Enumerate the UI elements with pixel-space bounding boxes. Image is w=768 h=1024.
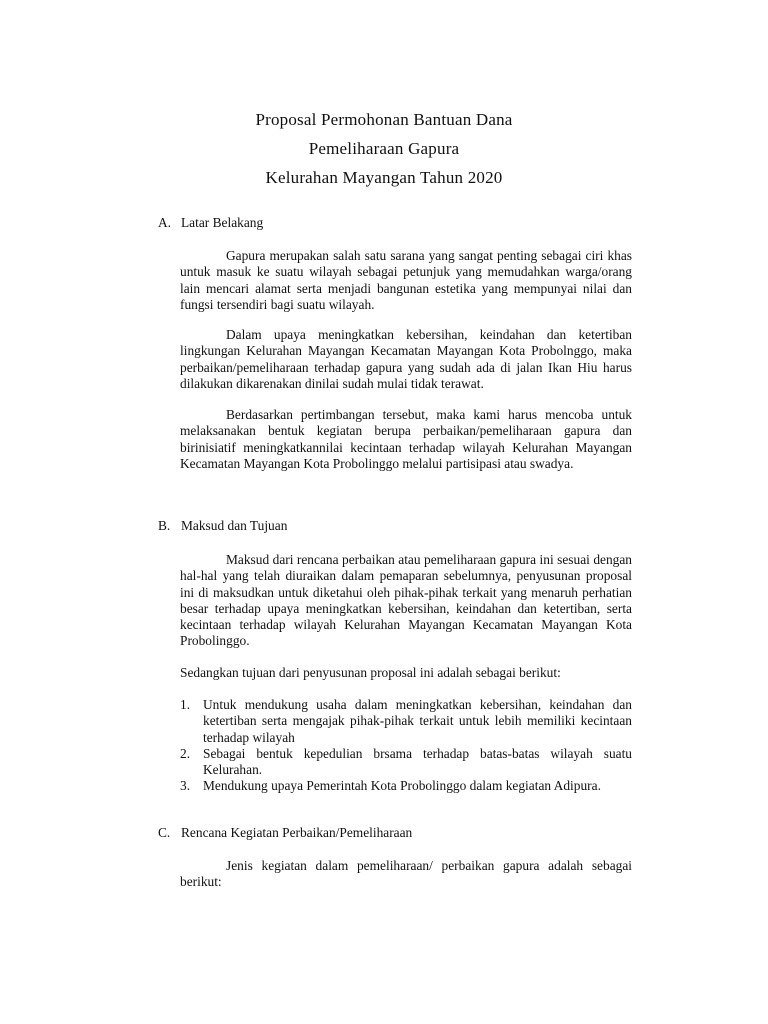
list-item-text: Mendukung upaya Pemerintah Kota Probolinggo dalam kegiatan Adipura. [203, 778, 601, 794]
section-letter-c: C. [158, 825, 171, 840]
section-letter-b: B. [158, 518, 171, 533]
objectives-list [180, 697, 632, 795]
section-heading-a [158, 215, 263, 231]
section-heading-b [158, 518, 287, 534]
document-title-line-2: Pemeliharaan Gapura [308, 139, 460, 158]
section-heading-c [158, 825, 412, 841]
list-number: 3. [180, 778, 191, 794]
paragraph: Sedangkan tujuan dari penyusunan proposal ini adalah sebagai berikut: [180, 665, 561, 680]
list-item-text: Untuk mendukung usaha dalam meningkatkan kebersihan, keindahan dan ketertiban serta mengajak pihak-pihak terkait untuk lebih memiliki kecintaan terhadap wilayah [203, 697, 632, 745]
list-item [180, 697, 632, 746]
list-item [180, 778, 632, 794]
section-title-a: Latar Belakang [181, 215, 264, 230]
section-title-c: Rencana Kegiatan Perbaikan/Pemeliharaan [181, 825, 413, 840]
paragraph: Gapura merupakan salah satu sarana yang sangat penting sebagai ciri khas untuk masuk ke suatu wilayah sebagai petunjuk yang memudahkan warga/orang lain mencari alamat serta menjadi bangunan estetika yang mempunyai nilai dan fungsi tersendiri bagi suatu wilayah. [180, 248, 632, 312]
document-title-line-3: Kelurahan Mayangan Tahun 2020 [265, 168, 503, 187]
list-item [180, 746, 632, 779]
list-number: 2. [180, 745, 191, 761]
section-letter-a: A. [158, 215, 172, 230]
list-number: 1. [180, 697, 191, 712]
section-title-b: Maksud dan Tujuan [181, 518, 288, 533]
document-title-line-1: Proposal Permohonan Bantuan Dana [255, 110, 513, 129]
list-item-text: Sebagai bentuk kepedulian brsama terhadap batas-batas wilayah suatu Kelurahan. [203, 745, 632, 778]
paragraph: Jenis kegiatan dalam pemeliharaan/ perbaikan gapura adalah sebagai berikut: [180, 858, 632, 890]
paragraph: Maksud dari rencana perbaikan atau pemeliharaan gapura ini sesuai dengan hal-hal yang telah diuraikan dalam pemaparan sebelumnya, penyusunan proposal ini di maksudkan untuk diketahui oleh pihak-pihak terkait yang menaruh perhatian besar terhadap upaya meningkatkan kebersihan, keindahan dan ketertiban, serta kecintaan terhadap wilayah Kelurahan Mayangan Kecamatan Mayangan Kota Probolinggo. [180, 552, 632, 649]
paragraph: Dalam upaya meningkatkan kebersihan, keindahan dan ketertiban lingkungan Kelurahan Mayangan Kecamatan Mayangan Kota Probolnggo, maka perbaikan/pemeliharaan terhadap gapura yang sudah ada di jalan Ikan Hiu harus dilakukan dikarenakan dinilai sudah mulai tidak terawat. [180, 327, 632, 391]
paragraph: Berdasarkan pertimbangan tersebut, maka kami harus mencoba untuk melaksanakan bentuk kegiatan berupa perbaikan/pemeliharaan gapura dan birinisiatif meningkatkannilai kecintaan terhadap wilayah Kelurahan Mayangan Kecamatan Mayangan Kota Probolinggo melalui partisipasi atau swadya. [180, 407, 632, 471]
